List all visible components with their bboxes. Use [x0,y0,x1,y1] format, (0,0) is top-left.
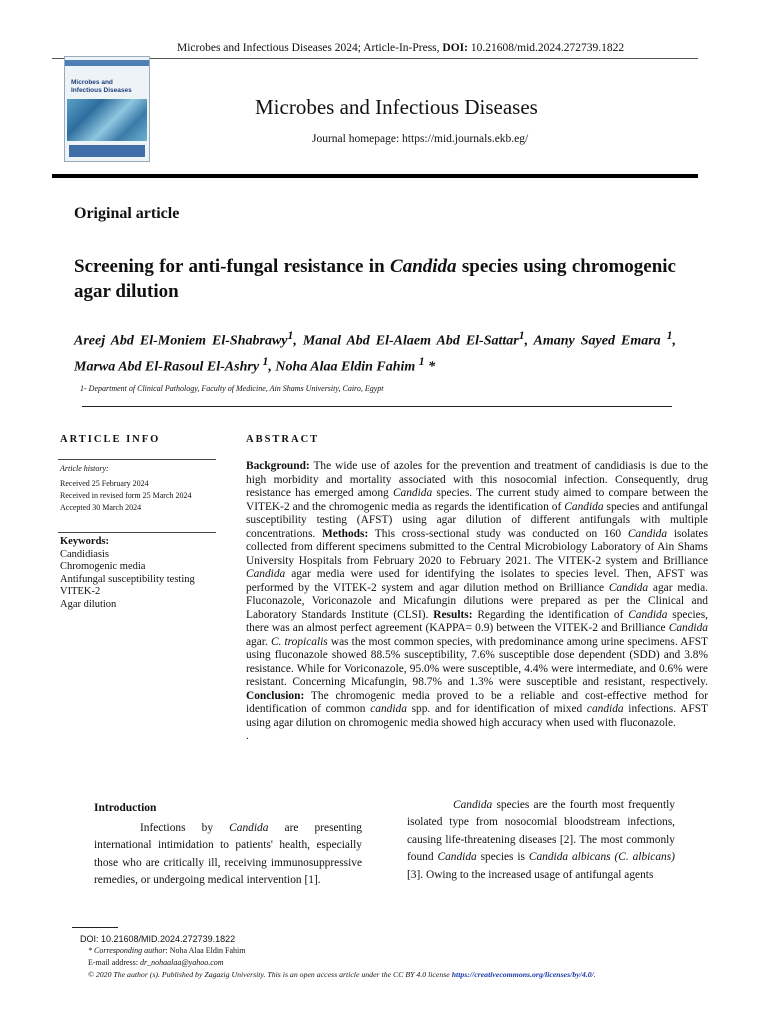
footnote-rule [72,927,118,928]
journal-cover-image: Microbes and Infectious Diseases [64,56,150,162]
section-rule [82,406,672,407]
intro-paragraph-1: Infections by Candida are presenting international intimidation to patients' health, especially those who are critically ill, receiving immunosuppressive remedies, or undergoing medical intervention [1]. [94,822,362,887]
abstract-body: Background: The wide use of azoles for the prevention and treatment of candidiasis is due to the high morbidity and mortality associated with this nosocomial infection. Consequently, drug resistance has emerged among Candida species. The current study aimed to compare between the VITEK-2 and the chromogenic media as regards the identification of Candida species and antifungal susceptibility testing (AFST) using agar dilution of different antifungals with multiple concentrations. Methods: This cross-sectional study was conducted on 160 Candida isolates collected from different specimens submitted to the Central Microbiology Laboratory of Ain Shams University Hospitals from February 2020 to February 2021. The VITEK-2 system and Brilliance Candida agar media were used for identifying the isolates to species level. Then, AFST was performed by the VITEK-2 system and agar dilution method on Brilliance Candida agar media. Fluconazole, Voriconazole and Micafungin dilutions were prepared as per the Clinical and Laboratory Standards Institute (CLSI). Results: Regarding the identification of Candida species, there was an almost perfect agreement (KAPPA= 0.9) between the VITEK-2 and Brilliance Candida agar. C. tropicalis was the most common species, with predominance among urine specimens. AFST using fluconazole showed 88.5% susceptibility, 7.6% susceptible dose dependent (SDD) and 3.8% resistance. While for Voriconazole, 95.0% were susceptible, 4.4% were intermediate, and 0.6% were resistant. Concerning Micafungin, 98.7% and 1.3% were susceptible and resistant, respectively. Conclusion: The chromogenic media proved to be a reliable and cost-effective method for identification of common candida spp. and for identification of mixed candida infections. AFST using agar dilution on chromogenic media showed high accuracy when used with fluconazole. . [246,460,709,742]
corresponding-author: * Corresponding author: Noha Alaa Eldin Fahim [88,946,246,955]
journal-homepage[interactable]: Journal homepage: https://mid.journals.ekb.eg/ [312,133,529,145]
cover-microscopy-image [67,99,147,141]
running-header: Microbes and Infectious Diseases 2024; Article-In-Press, DOI: 10.21608/mid.2024.272739.1822 [177,42,625,54]
keywords: Keywords: Candidiasis Chromogenic media Antifungal susceptibility testing VITEK-2 Agar dilution [60,536,195,610]
introduction-heading: Introduction [94,802,157,814]
keyword: Candidiasis [60,548,109,560]
author-list: Areej Abd El-Moniem El-Shabrawy$^1$, Manal Abd El-Alaem Abd El-Sattar$^1$, Amany Sayed Emara $^1$, Marwa Abd El-Rasoul El-Ashry $^1$, Noha Alaa Eldin Fahim $^1$ * [74,329,676,375]
affiliation: 1- Department of Clinical Pathology, Faculty of Medicine, Ain Shams University, Cairo, Egypt [80,384,384,393]
keyword: VITEK-2 [60,586,101,598]
keyword: Chromogenic media [60,561,146,573]
thick-rule [52,174,698,178]
license-notice: © 2020 The author (s). Published by Zagazig University. This is an open access article under the CC BY 4.0 license https://creativecommons.org/licenses/by/4.0/. [88,970,596,979]
article-title: Screening for anti-fungal resistance in Candida species using chromogenic agar dilution [74,256,676,302]
article-info-heading: ARTICLE INFO [60,434,161,445]
keyword: Antifungal susceptibility testing [60,573,195,585]
intro-paragraph-2: Candida species are the fourth most frequently isolated type from nosocomial bloodstream infections, causing life-threatening diseases [2]. The most commonly found Candida species is Candida albicans (C. albicans) [3]. Owing to the increased usage of antifungal agents [407,799,675,881]
info-rule [58,532,216,533]
keyword: Agar dilution [60,598,117,610]
abstract-heading: ABSTRACT [246,434,320,445]
article-type: Original article [74,205,180,222]
article-history: Article history: Received 25 February 2024 Received in revised form 25 March 2024 Accepted 30 March 2024 [60,464,192,512]
license-link[interactable]: https://creativecommons.org/licenses/by/4.0/ [451,970,594,979]
journal-title: Microbes and Infectious Diseases [255,95,538,119]
email-address: E-mail address: dr_nohaalaa@yahoo.com [88,958,224,967]
info-rule [58,459,216,460]
footer-doi[interactable]: DOI: 10.21608/MID.2024.272739.1822 [80,934,236,944]
